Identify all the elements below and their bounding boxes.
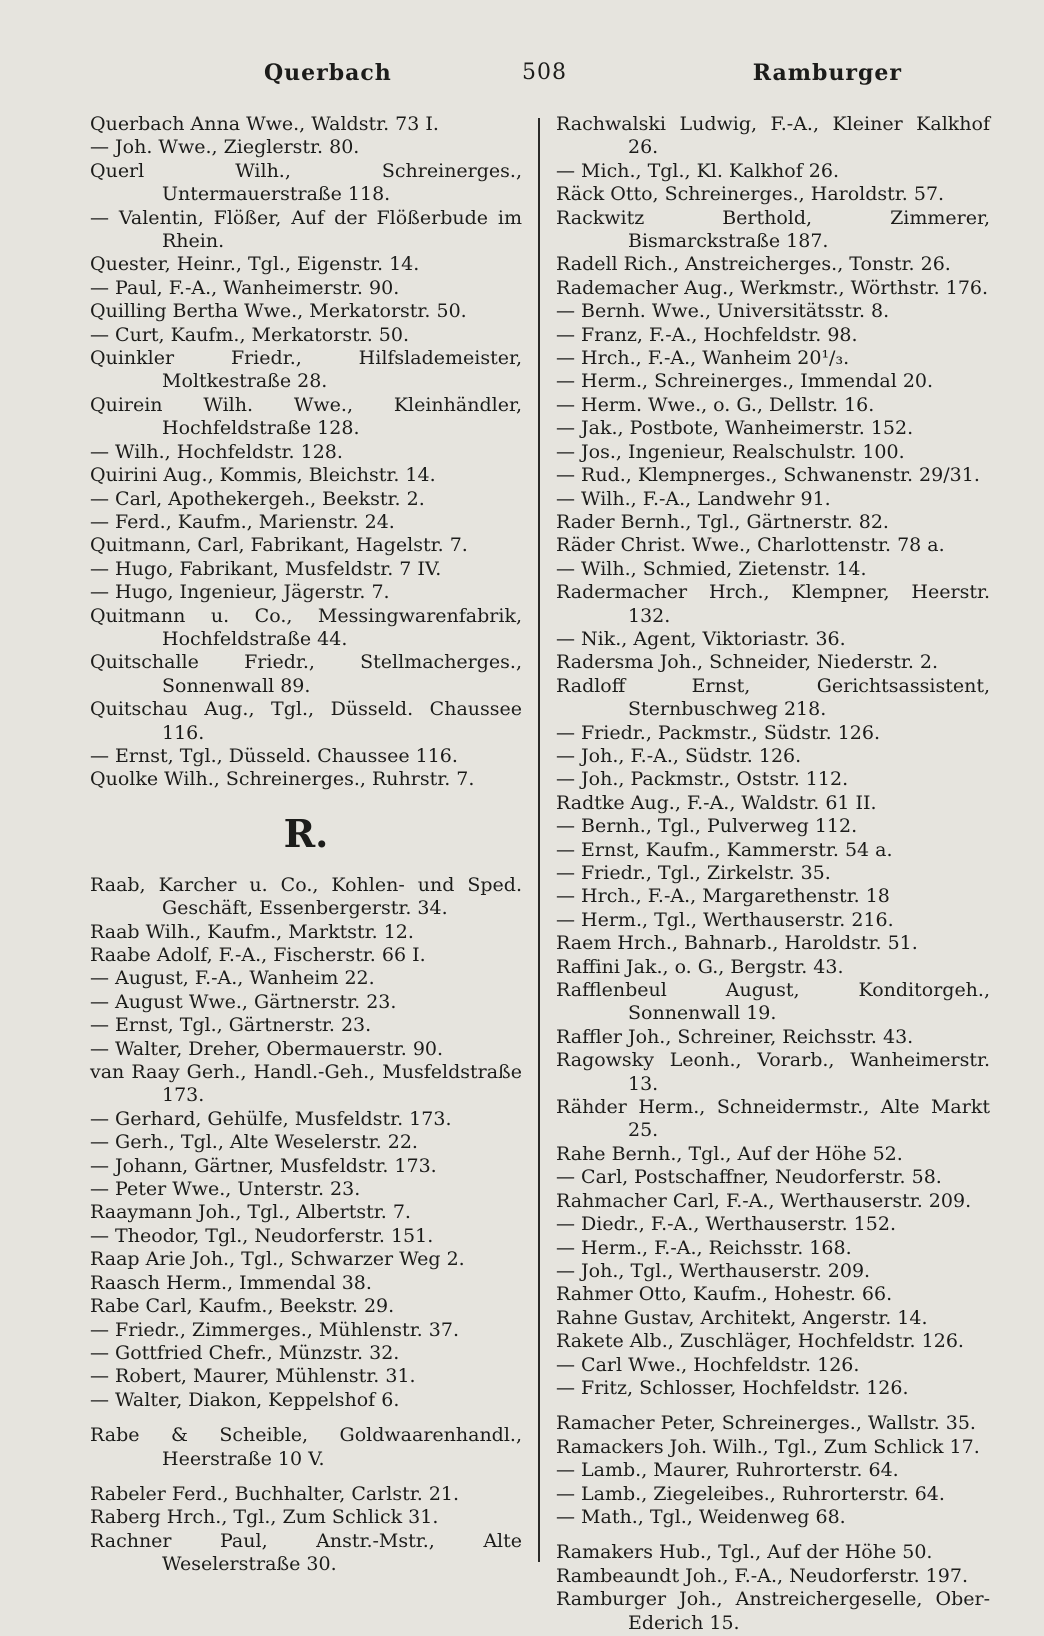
column-divider [538,118,540,1562]
directory-entry: Raffini Jak., o. G., Bergstr. 43. [556,955,844,978]
directory-entry: — Wilh., Hochfeldstr. 128. [90,440,343,463]
directory-entry: Ramakers Hub., Tgl., Auf der Höhe 50. [556,1541,933,1564]
directory-entry: — Carl, Apothekergeh., Beekstr. 2. [90,487,425,510]
directory-entry: — August, F.-A., Wanheim 22. [90,967,375,990]
directory-entry: — Herm., Tgl., Werthauserstr. 216. [556,908,894,931]
directory-entry: Rahmer Otto, Kaufm., Hohestr. 66. [556,1283,893,1306]
directory-entry: Rafflenbeul August, Konditorgeh., Sonnenwall 19. [556,979,990,1025]
directory-entry: — Friedr., Zimmerges., Mühlenstr. 37. [90,1318,459,1341]
directory-entry: Raberg Hrch., Tgl., Zum Schlick 31. [90,1506,439,1529]
directory-entry: Rader Bernh., Tgl., Gärtnerstr. 82. [556,510,889,533]
directory-entry: — Curt, Kaufm., Merkatorstr. 50. [90,323,409,346]
right-entries-3 [556,1541,990,1635]
page-header [88,60,956,100]
directory-entry: — Diedr., F.-A., Werthauserstr. 152. [556,1213,896,1236]
directory-entry: — Gottfried Chefr., Münzstr. 32. [90,1341,400,1364]
directory-entry: Räck Otto, Schreinerges., Haroldstr. 57. [556,183,945,206]
directory-entry: Radermacher Hrch., Klempner, Heerstr. 132. [556,581,990,627]
directory-entry: — Carl Wwe., Hochfeldstr. 126. [556,1353,860,1376]
directory-entry: Quitmann u. Co., Messingwarenfabrik, Hochfeldstraße 44. [90,604,522,650]
directory-entry: — Hrch., F.-A., Margarethenstr. 18 [556,885,890,908]
directory-entry: — Rud., Klempnerges., Schwanenstr. 29/31. [556,464,980,487]
r-entries-2 [90,1424,522,1471]
directory-entry: Raasch Herm., Immendal 38. [90,1271,372,1294]
directory-entry: Rabe & Scheible, Goldwaarenhandl., Heerstraße 10 V. [90,1424,522,1470]
directory-entry: — Peter Wwe., Unterstr. 23. [90,1178,361,1201]
directory-entry: Ramackers Joh. Wilh., Tgl., Zum Schlick 17. [556,1435,980,1458]
directory-entry: — Bernh., Tgl., Pulverweg 112. [556,815,858,838]
directory-entry: — Jak., Postbote, Wanheimerstr. 152. [556,417,914,440]
directory-entry: Rahe Bernh., Tgl., Auf der Höhe 52. [556,1142,903,1165]
directory-entry: van Raay Gerh., Handl.-Geh., Musfeldstraße 173. [90,1061,522,1107]
directory-entry: — Valentin, Flößer, Auf der Flößerbude im Rhein. [90,206,522,253]
page-number: 508 [522,60,567,85]
directory-entry: Rachner Paul, Anstr.-Mstr., Alte Weselerstraße 30. [90,1529,522,1576]
directory-entry: — Friedr., Packmstr., Südstr. 126. [556,721,881,744]
directory-entry: — Walter, Diakon, Keppelshof 6. [90,1388,400,1411]
directory-entry: — Jos., Ingenieur, Realschulstr. 100. [556,440,905,463]
directory-entry: — Joh. Wwe., Zieglerstr. 80. [90,136,360,159]
directory-entry: — Nik., Agent, Viktoriastr. 36. [556,627,846,650]
directory-entry: — Lamb., Ziegeleibes., Ruhrorterstr. 64. [556,1482,945,1505]
directory-entry: Quilling Bertha Wwe., Merkatorstr. 50. [90,300,467,323]
r-entries-3 [90,1483,522,1577]
directory-entry: Rahmacher Carl, F.-A., Werthauserstr. 209. [556,1189,972,1212]
right-entries-2 [556,1412,990,1529]
directory-entry: — August Wwe., Gärtnerstr. 23. [90,990,397,1013]
directory-entry: — Hugo, Ingenieur, Jägerstr. 7. [90,581,390,604]
left-column [90,113,522,1577]
directory-entry: Raem Hrch., Bahnarb., Haroldstr. 51. [556,932,918,955]
directory-entry: Quitschalle Friedr., Stellmacherges., Sonnenwall 89. [90,651,522,697]
header-last-name: Ramburger [752,60,902,86]
directory-entry: Rambeaundt Joh., F.-A., Neudorferstr. 197. [556,1564,968,1587]
directory-entry: — Joh., Packmstr., Oststr. 112. [556,768,849,791]
directory-entry: Räder Christ. Wwe., Charlottenstr. 78 a. [556,534,945,557]
directory-entry: Quester, Heinr., Tgl., Eigenstr. 14. [90,253,420,276]
directory-entry: — Ernst, Tgl., Gärtnerstr. 23. [90,1014,372,1037]
directory-entry: — Math., Tgl., Weidenweg 68. [556,1505,846,1528]
directory-entry: — Ernst, Tgl., Düsseld. Chaussee 116. [90,744,458,767]
directory-entry: Raaymann Joh., Tgl., Albertstr. 7. [90,1201,411,1224]
directory-entry: — Gerh., Tgl., Alte Weselerstr. 22. [90,1131,418,1154]
directory-entry: Rähder Herm., Schneidermstr., Alte Markt 25. [556,1096,990,1142]
directory-entry: Rakete Alb., Zuschläger, Hochfeldstr. 126. [556,1330,964,1353]
directory-entry: — Herm., Schreinerges., Immendal 20. [556,370,934,393]
directory-entry: — Mich., Tgl., Kl. Kalkhof 26. [556,159,840,182]
group-gap [90,1471,522,1483]
directory-entry: — Robert, Maurer, Mühlenstr. 31. [90,1365,416,1388]
directory-entry: Rabe Carl, Kaufm., Beekstr. 29. [90,1295,395,1318]
directory-entry: — Gerhard, Gehülfe, Musfeldstr. 173. [90,1107,452,1130]
directory-entry: — Joh., F.-A., Südstr. 126. [556,744,802,767]
directory-entry: Rahne Gustav, Architekt, Angerstr. 14. [556,1306,928,1329]
directory-entry: Ramburger Joh., Anstreichergeselle, Ober-Ederich 15. [556,1588,990,1634]
directory-entry: — Herm., F.-A., Reichsstr. 168. [556,1236,852,1259]
directory-entry: Radloff Ernst, Gerichtsassistent, Sternbuschweg 218. [556,674,990,721]
directory-entry: — Ernst, Kaufm., Kammerstr. 54 a. [556,838,893,861]
section-letter: R. [283,810,329,856]
header-first-name: Querbach [264,60,392,86]
directory-entry: — Ferd., Kaufm., Marienstr. 24. [90,510,395,533]
directory-entry: Ragowsky Leonh., Vorarb., Wanheimerstr. 13. [556,1049,990,1095]
directory-entry: — Wilh., F.-A., Landwehr 91. [556,487,831,510]
directory-entry: Rachwalski Ludwig, F.-A., Kleiner Kalkhof 26. [556,113,990,159]
directory-entry: — Franz, F.-A., Hochfeldstr. 98. [556,323,858,346]
directory-entry: — Lamb., Maurer, Ruhrorterstr. 64. [556,1459,899,1482]
directory-entry: Raabe Adolf, F.-A., Fischerstr. 66 I. [90,944,426,966]
directory-entry: Ramacher Peter, Schreinerges., Wallstr. 35. [556,1412,976,1435]
directory-entry: — Wilh., Schmied, Zietenstr. 14. [556,557,867,580]
directory-entry: Quirini Aug., Kommis, Bleichstr. 14. [90,464,436,487]
directory-entry: Radtke Aug., F.-A., Waldstr. 61 II. [556,791,877,814]
directory-entry: Quolke Wilh., Schreinerges., Ruhrstr. 7. [90,768,475,791]
directory-entry: Quirein Wilh. Wwe., Kleinhändler, Hochfeldstraße 128. [90,393,522,440]
directory-entry: Raab Wilh., Kaufm., Marktstr. 12. [90,920,414,943]
right-entries [556,113,990,1400]
directory-entry: — Paul, F.-A., Wanheimerstr. 90. [90,276,400,299]
directory-entry: — Fritz, Schlosser, Hochfeldstr. 126. [556,1376,909,1399]
directory-entry: Quinkler Friedr., Hilfslademeister, Moltkestraße 28. [90,347,522,393]
group-gap [90,1412,522,1424]
directory-entry: Radell Rich., Anstreicherges., Tonstr. 26. [556,253,951,276]
directory-entry: Querbach Anna Wwe., Waldstr. 73 I. [90,113,439,135]
directory-entry: — Joh., Tgl., Werthauserstr. 209. [556,1259,871,1282]
directory-entry: Rackwitz Berthold, Zimmerer, Bismarckstraße 187. [556,206,990,253]
right-column [556,113,990,1635]
directory-entry: — Carl, Postschaffner, Neudorferstr. 58. [556,1166,942,1189]
group-gap [556,1400,990,1412]
directory-entry: — Bernh. Wwe., Universitätsstr. 8. [556,300,890,323]
directory-entry: — Walter, Dreher, Obermauerstr. 90. [90,1037,444,1060]
q-entries [90,113,522,792]
directory-entry: Raffler Joh., Schreiner, Reichsstr. 43. [556,1025,914,1048]
directory-entry: — Hrch., F.-A., Wanheim 20¹/₃. [556,347,850,370]
directory-entry: Radersma Joh., Schneider, Niederstr. 2. [556,651,939,674]
directory-entry: — Theodor, Tgl., Neudorferstr. 151. [90,1224,434,1247]
directory-entry: Querl Wilh., Schreinerges., Untermauerstraße 118. [90,159,522,206]
directory-entry: — Hugo, Fabrikant, Musfeldstr. 7 IV. [90,557,442,580]
directory-entry: Rabeler Ferd., Buchhalter, Carlstr. 21. [90,1482,460,1505]
directory-entry: Raab, Karcher u. Co., Kohlen- und Sped. Geschäft, Essenbergerstr. 34. [90,873,522,920]
directory-entry: — Friedr., Tgl., Zirkelstr. 35. [556,862,831,884]
directory-entry: Quitmann, Carl, Fabrikant, Hagelstr. 7. [90,534,468,557]
group-gap [556,1529,990,1541]
directory-entry: Rademacher Aug., Werkmstr., Wörthstr. 176. [556,276,989,299]
r-entries [90,874,522,1412]
directory-entry: Quitschau Aug., Tgl., Düsseld. Chaussee 116. [90,698,522,744]
directory-entry: — Herm. Wwe., o. G., Dellstr. 16. [556,393,875,416]
directory-entry: Raap Arie Joh., Tgl., Schwarzer Weg 2. [90,1248,465,1271]
directory-entry: — Johann, Gärtner, Musfeldstr. 173. [90,1154,437,1177]
